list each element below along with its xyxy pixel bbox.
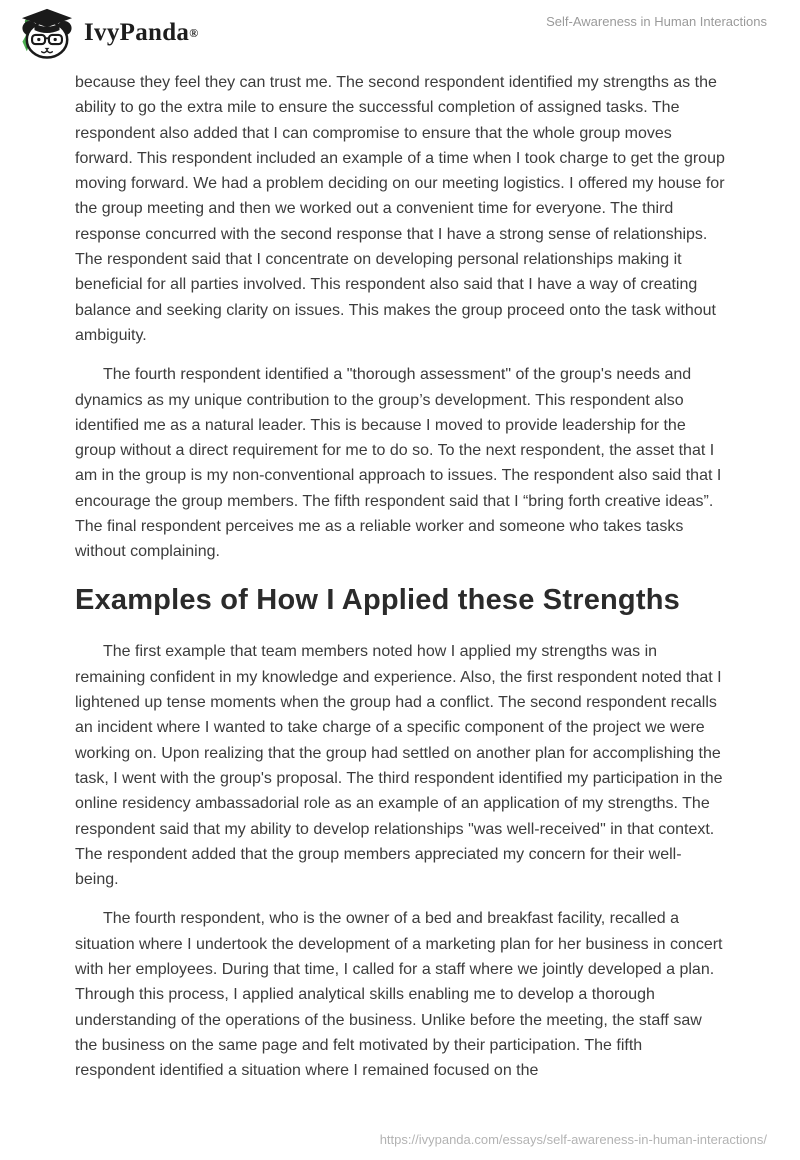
brand-name: IvyPanda: [84, 19, 190, 46]
brand: [16, 7, 198, 59]
source-url[interactable]: https://ivypanda.com/essays/self-awareness-in-human-interactions/: [379, 1132, 767, 1147]
essay-content: [75, 70, 725, 1097]
registered-mark: ®: [189, 26, 199, 40]
document-title: Self-Awareness in Human Interactions: [546, 14, 767, 29]
paragraph-4: The fourth respondent, who is the owner of a bed and breakfast facility, recalled a situation where I undertook the development of a marketing plan for her business in concert with her employees. During that time, I called for a staff where we jointly developed a plan. Through this process, I applied analytical skills enabling me to develop a thorough understanding of the operations of the business. Unlike before the meeting, the staff saw the business on the same page and felt motivated by their participation. The fifth respondent identified a situation where I remained focused on the: [75, 910, 723, 1080]
panda-graduate-icon: [16, 7, 78, 59]
paragraph-1: because they feel they can trust me. The second respondent identified my strengths as the ability to go the extra mile to ensure the successful completion of assigned tasks. The respondent also added that I can compromise to ensure that the whole group moves forward. This respondent included an example of a time when I took charge to get the group moving forward. We had a problem deciding on our meeting logistics. I offered my house for the group meeting and then we worked out a convenient time for everyone. The third response concurred with the second response that I have a strong sense of relationships. The respondent said that I concentrate on developing personal relationships making it beneficial for all parties involved. This respondent also said that I have a way of creating balance and seeking clarity on issues. This makes the group proceed onto the task without ambiguity.: [75, 74, 725, 344]
paragraph-3: The first example that team members noted how I applied my strengths was in remaining confident in my knowledge and experience. Also, the first respondent noted that I lightened up tense moments when the group had a conflict. The second respondent recalls an incident where I wanted to take charge of a specific component of the project we were working on. Upon realizing that the group had settled on another plan for accomplishing the task, I went with the group's proposal. The third respondent identified my participation in the online residency ambassadorial role as an example of an application of my strengths. The respondent said that my ability to develop relationships "was well-received" in that context. The respondent added that the group members appreciated my concern for their well-being.: [75, 643, 723, 889]
section-heading: Examples of How I Applied these Strengths: [75, 583, 680, 616]
paragraph-2: The fourth respondent identified a "thorough assessment" of the group's needs and dynamics as my unique contribution to the group’s development. This respondent also identified me as a natural leader. This is because I moved to provide leadership for the group without a direct requirement for me to do so. To the next respondent, the asset that I am in the group is my non-conventional approach to issues. The respondent also said that I encourage the group members. The fifth respondent said that I “bring forth creative ideas”. The final respondent perceives me as a reliable worker and someone who takes tasks without complaining.: [75, 366, 722, 561]
